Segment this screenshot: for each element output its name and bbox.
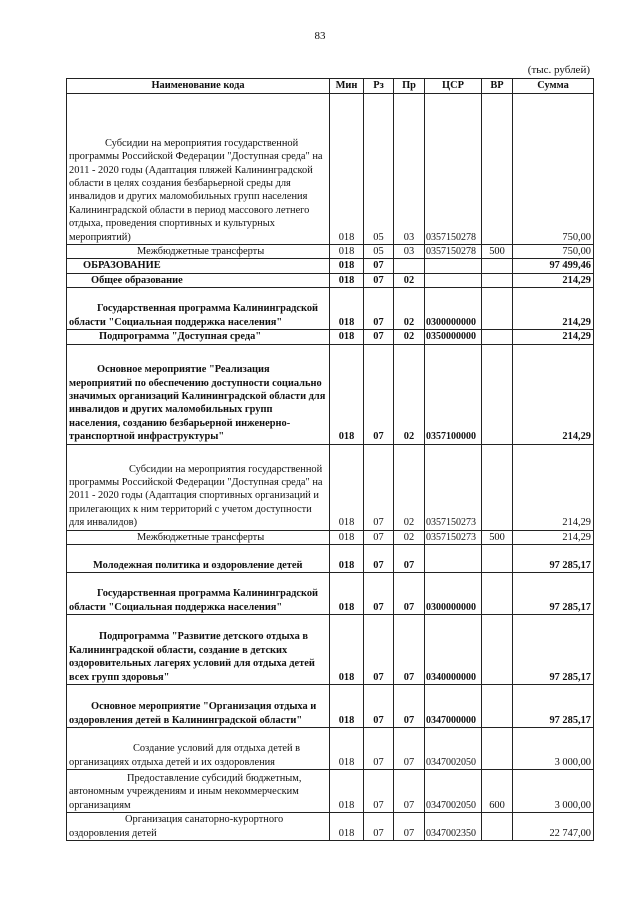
budget-table <box>66 78 594 841</box>
cell-vr <box>482 444 513 530</box>
cell-vr <box>482 545 513 573</box>
cell-min: 018 <box>330 273 364 287</box>
cell-sum: 214,29 <box>513 530 594 544</box>
header-pr: Пр <box>394 79 425 94</box>
table-row <box>67 273 594 287</box>
cell-vr <box>482 288 513 330</box>
cell-name <box>67 770 330 813</box>
cell-rz: 07 <box>364 288 394 330</box>
cell-name <box>67 444 330 530</box>
cell-pr: 07 <box>394 770 425 813</box>
table-row <box>67 444 594 530</box>
row-name-text: Создание условий для отдыха детей в организациях отдыха детей и их оздоровления <box>69 743 301 768</box>
cell-vr: 500 <box>482 530 513 544</box>
cell-csr <box>425 259 482 273</box>
cell-rz: 07 <box>364 444 394 530</box>
cell-rz: 07 <box>364 728 394 770</box>
cell-pr: 07 <box>394 573 425 615</box>
table-row <box>67 94 594 245</box>
cell-csr <box>425 545 482 573</box>
cell-vr <box>482 273 513 287</box>
cell-pr: 07 <box>394 615 425 685</box>
row-name-text: Организация санаторно-курортного оздоровления детей <box>69 814 284 839</box>
cell-rz: 07 <box>364 685 394 728</box>
row-name-text: Субсидии на мероприятия государственной программы Российской Федерации "Доступная среда" на 2011 - 2020 годы (Адаптация спортивных организаций и прилегающих к ним территорий с учетом доступности для инвалидов) <box>69 463 323 529</box>
cell-csr <box>425 273 482 287</box>
cell-csr: 0300000000 <box>425 573 482 615</box>
table-row <box>67 344 594 444</box>
cell-pr: 02 <box>394 330 425 344</box>
cell-name <box>67 573 330 615</box>
cell-min: 018 <box>330 728 364 770</box>
cell-sum: 3 000,00 <box>513 728 594 770</box>
table-row <box>67 573 594 615</box>
cell-name <box>67 344 330 444</box>
cell-pr <box>394 259 425 273</box>
row-name-text: Межбюджетные трансферты <box>137 531 265 543</box>
table-row <box>67 770 594 813</box>
cell-min: 018 <box>330 530 364 544</box>
header-vr: ВР <box>482 79 513 94</box>
cell-min: 018 <box>330 245 364 259</box>
row-name-text: Общее образование <box>91 274 183 286</box>
cell-name <box>67 530 330 544</box>
cell-vr: 500 <box>482 245 513 259</box>
cell-pr: 02 <box>394 530 425 544</box>
header-name: Наименование кода <box>67 79 330 94</box>
cell-pr: 03 <box>394 245 425 259</box>
row-name-text: Основное мероприятие "Организация отдыха и оздоровления детей в Калининградской области" <box>69 701 317 726</box>
cell-vr <box>482 259 513 273</box>
cell-rz: 07 <box>364 770 394 813</box>
table-row <box>67 330 594 344</box>
cell-vr <box>482 573 513 615</box>
cell-name <box>67 615 330 685</box>
cell-rz: 07 <box>364 344 394 444</box>
row-name-text: Подпрограмма "Развитие детского отдыха в Калининградской области, создание в детских оздоровительных лагерях условий для отдыха детей всех групп здоровья" <box>69 631 315 683</box>
cell-vr <box>482 685 513 728</box>
cell-name <box>67 288 330 330</box>
cell-name <box>67 685 330 728</box>
cell-min: 018 <box>330 573 364 615</box>
cell-pr: 02 <box>394 344 425 444</box>
cell-sum: 214,29 <box>513 444 594 530</box>
cell-rz: 05 <box>364 94 394 245</box>
cell-sum: 214,29 <box>513 288 594 330</box>
cell-min: 018 <box>330 288 364 330</box>
cell-csr: 0357150273 <box>425 530 482 544</box>
row-name-text: ОБРАЗОВАНИЕ <box>83 260 161 272</box>
cell-name <box>67 94 330 245</box>
cell-sum: 97 285,17 <box>513 615 594 685</box>
units-label: (тыс. рублей) <box>527 64 590 76</box>
row-name-text: Государственная программа Калининградской области "Социальная поддержка населения" <box>69 588 319 613</box>
cell-csr: 0300000000 <box>425 288 482 330</box>
cell-pr: 03 <box>394 94 425 245</box>
cell-csr: 0357100000 <box>425 344 482 444</box>
header-min: Мин <box>330 79 364 94</box>
cell-sum: 3 000,00 <box>513 770 594 813</box>
row-name-text: Подпрограмма "Доступная среда" <box>99 331 262 343</box>
cell-min: 018 <box>330 94 364 245</box>
cell-sum: 750,00 <box>513 245 594 259</box>
cell-rz: 07 <box>364 530 394 544</box>
cell-pr: 07 <box>394 685 425 728</box>
row-name-text: Основное мероприятие "Реализация мероприятий по обеспечению доступности социально значимых организаций Калининградской области для инвалидов и других маломобильных групп населения, созданию безбарьерной инженерно-транспортной инфраструктуры" <box>69 364 326 443</box>
cell-vr <box>482 330 513 344</box>
row-name-text: Молодежная политика и оздоровление детей <box>93 559 303 571</box>
cell-sum: 97 285,17 <box>513 573 594 615</box>
cell-vr <box>482 344 513 444</box>
table-row <box>67 545 594 573</box>
row-name-text: Межбюджетные трансферты <box>137 246 265 257</box>
cell-vr <box>482 728 513 770</box>
cell-name <box>67 273 330 287</box>
table-row <box>67 288 594 330</box>
cell-rz: 07 <box>364 545 394 573</box>
row-name-text: Предоставление субсидий бюджетным, автономным учреждениям и иным некоммерческим организациям <box>69 772 302 811</box>
table-row <box>67 615 594 685</box>
table-row <box>67 259 594 273</box>
cell-rz: 07 <box>364 330 394 344</box>
cell-name <box>67 813 330 841</box>
cell-min: 018 <box>330 545 364 573</box>
cell-pr: 02 <box>394 444 425 530</box>
cell-rz: 07 <box>364 615 394 685</box>
cell-min: 018 <box>330 615 364 685</box>
cell-sum: 97 285,17 <box>513 685 594 728</box>
table-row <box>67 728 594 770</box>
cell-vr <box>482 615 513 685</box>
cell-min: 018 <box>330 685 364 728</box>
cell-csr: 0347002050 <box>425 770 482 813</box>
page-number: 83 <box>314 30 326 42</box>
table-header-row <box>67 79 594 94</box>
table-row <box>67 813 594 841</box>
cell-pr: 07 <box>394 545 425 573</box>
table-row <box>67 245 594 259</box>
cell-sum: 214,29 <box>513 330 594 344</box>
cell-csr: 0347002350 <box>425 813 482 841</box>
cell-name <box>67 545 330 573</box>
cell-sum: 750,00 <box>513 94 594 245</box>
cell-vr: 600 <box>482 770 513 813</box>
cell-csr: 0357150278 <box>425 94 482 245</box>
cell-min: 018 <box>330 813 364 841</box>
header-rz: Рз <box>364 79 394 94</box>
cell-csr: 0357150278 <box>425 245 482 259</box>
cell-sum: 214,29 <box>513 344 594 444</box>
cell-name <box>67 245 330 259</box>
cell-csr: 0347002050 <box>425 728 482 770</box>
cell-vr <box>482 94 513 245</box>
cell-pr: 07 <box>394 728 425 770</box>
cell-pr: 02 <box>394 288 425 330</box>
table-row <box>67 530 594 544</box>
header-csr: ЦСР <box>425 79 482 94</box>
cell-min: 018 <box>330 259 364 273</box>
cell-csr: 0340000000 <box>425 615 482 685</box>
cell-rz: 07 <box>364 573 394 615</box>
cell-rz: 07 <box>364 259 394 273</box>
cell-sum: 214,29 <box>513 273 594 287</box>
cell-sum: 97 499,46 <box>513 259 594 273</box>
cell-csr: 0350000000 <box>425 330 482 344</box>
row-name-text: Государственная программа Калининградской области "Социальная поддержка населения" <box>69 303 319 328</box>
cell-sum: 97 285,17 <box>513 545 594 573</box>
cell-vr <box>482 813 513 841</box>
cell-rz: 05 <box>364 245 394 259</box>
cell-rz: 07 <box>364 813 394 841</box>
cell-pr: 07 <box>394 813 425 841</box>
cell-rz: 07 <box>364 273 394 287</box>
header-sum: Сумма <box>513 79 594 94</box>
row-name-text: Субсидии на мероприятия государственной программы Российской Федерации "Доступная среда" на 2011 - 2020 годы (Адаптация пляжей Калининградской области в целях создания безбарьерной среды для инвалидов и других маломобильных групп населения Калининградской области в период массового летнего отдыха, проведения спортивных и культурных мероприятий) <box>69 137 323 243</box>
cell-min: 018 <box>330 444 364 530</box>
cell-sum: 22 747,00 <box>513 813 594 841</box>
table-body <box>67 94 594 841</box>
cell-csr: 0357150273 <box>425 444 482 530</box>
cell-pr: 02 <box>394 273 425 287</box>
cell-csr: 0347000000 <box>425 685 482 728</box>
cell-name <box>67 259 330 273</box>
cell-min: 018 <box>330 330 364 344</box>
cell-min: 018 <box>330 344 364 444</box>
table-row <box>67 685 594 728</box>
cell-min: 018 <box>330 770 364 813</box>
cell-name <box>67 330 330 344</box>
cell-name <box>67 728 330 770</box>
